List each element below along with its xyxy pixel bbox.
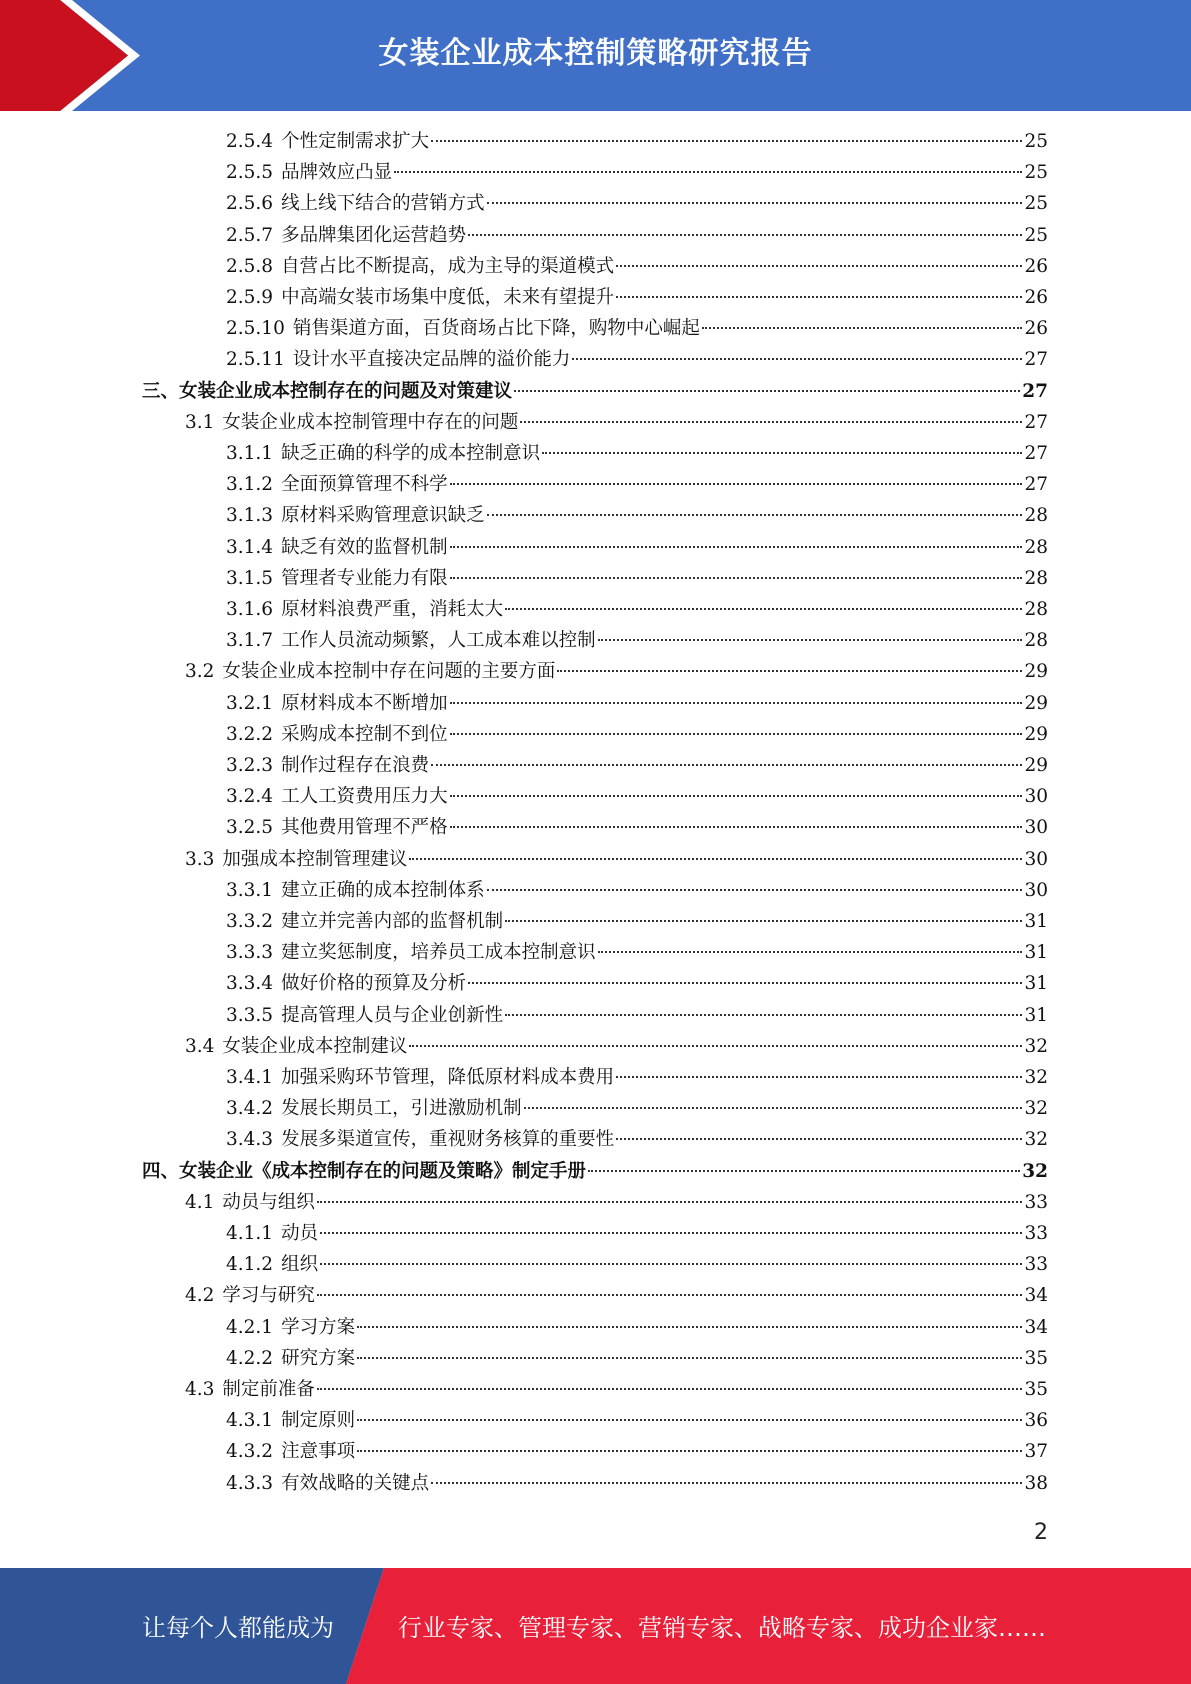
toc-entry-title: 多品牌集团化运营趋势 xyxy=(281,224,467,246)
toc-entry[interactable] xyxy=(226,188,1048,219)
toc-entry-number: 3.3.3 xyxy=(226,942,274,964)
toc-entry-page: 31 xyxy=(1024,942,1048,964)
toc-entry-number: 3.2.3 xyxy=(226,755,274,776)
toc-entry[interactable] xyxy=(226,594,1048,625)
toc-entry-page: 25 xyxy=(1024,131,1048,152)
toc-entry-number: 3.4 xyxy=(185,1035,215,1057)
toc-dot-leader xyxy=(524,1107,1023,1109)
toc-entry[interactable] xyxy=(226,1218,1048,1249)
toc-entry-page: 32 xyxy=(1024,1067,1048,1088)
toc-entry-page: 29 xyxy=(1024,723,1048,745)
toc-entry-title: 动员 xyxy=(281,1223,319,1244)
toc-entry[interactable] xyxy=(226,812,1048,843)
toc-entry[interactable] xyxy=(226,126,1048,157)
toc-entry-number: 3.3.4 xyxy=(226,973,274,995)
toc-dot-leader xyxy=(598,639,1023,641)
toc-entry-page: 30 xyxy=(1024,786,1048,808)
toc-entry-number: 4.3.3 xyxy=(226,1472,274,1494)
toc-dot-leader xyxy=(616,1138,1022,1140)
toc-entry[interactable] xyxy=(185,656,1048,687)
toc-entry[interactable] xyxy=(226,1312,1048,1343)
toc-entry-number: 4.2 xyxy=(185,1285,215,1307)
toc-dot-leader xyxy=(317,1388,1023,1390)
toc-entry-number: 2.5.5 xyxy=(226,162,274,184)
toc-entry[interactable] xyxy=(226,968,1048,999)
toc-entry-number: 2.5.4 xyxy=(226,131,274,152)
toc-entry-title: 四、女装企业《成本控制存在的问题及策略》制定手册 xyxy=(142,1160,587,1182)
toc-entry[interactable] xyxy=(226,344,1048,375)
toc-dot-leader xyxy=(616,296,1022,298)
toc-entry-number: 3.3.2 xyxy=(226,911,274,932)
toc-dot-leader xyxy=(542,452,1022,454)
toc-entry-number: 3.2.4 xyxy=(226,786,274,808)
toc-entry[interactable] xyxy=(226,719,1048,750)
toc-entry-number: 2.5.7 xyxy=(226,224,274,246)
toc-entry-title: 有效战略的关键点 xyxy=(281,1472,430,1494)
toc-entry-number: 3.3.1 xyxy=(226,879,274,901)
toc-entry-number: 3.4.2 xyxy=(226,1098,274,1120)
toc-entry-number: 2.5.11 xyxy=(226,349,285,371)
toc-entry-number: 3.3.5 xyxy=(226,1004,274,1026)
toc-dot-leader xyxy=(468,234,1022,236)
toc-dot-leader xyxy=(505,608,1022,610)
toc-dot-leader xyxy=(409,858,1022,860)
toc-entry-title: 做好价格的预算及分析 xyxy=(281,973,467,995)
toc-entry[interactable] xyxy=(226,750,1048,781)
toc-entry[interactable] xyxy=(185,844,1048,875)
toc-entry[interactable] xyxy=(226,157,1048,188)
toc-dot-leader xyxy=(409,1045,1022,1047)
toc-entry-title: 提高管理人员与企业创新性 xyxy=(281,1004,504,1026)
toc-entry-title: 采购成本控制不到位 xyxy=(281,723,448,745)
toc-entry[interactable] xyxy=(226,563,1048,594)
toc-entry[interactable] xyxy=(226,937,1048,968)
toc-dot-leader xyxy=(317,1294,1023,1296)
toc-entry-page: 28 xyxy=(1024,599,1048,620)
toc-entry-title: 原材料成本不断增加 xyxy=(281,692,448,714)
toc-entry-title: 研究方案 xyxy=(281,1347,356,1369)
toc-entry-page: 36 xyxy=(1024,1410,1048,1432)
toc-dot-leader xyxy=(588,1170,1020,1172)
toc-entry-page: 31 xyxy=(1024,1004,1048,1026)
toc-dot-leader xyxy=(431,764,1022,766)
toc-dot-leader xyxy=(357,1450,1022,1452)
toc-entry[interactable] xyxy=(226,1468,1048,1499)
toc-entry-page: 27 xyxy=(1022,380,1048,402)
toc-entry-title: 女装企业成本控制管理中存在的问题 xyxy=(222,411,519,433)
toc-entry-page: 26 xyxy=(1024,287,1048,308)
toc-entry-title: 学习与研究 xyxy=(222,1285,315,1307)
toc-dot-leader xyxy=(320,1232,1022,1234)
toc-entry[interactable] xyxy=(226,781,1048,812)
toc-entry-number: 3.2.1 xyxy=(226,692,274,714)
toc-dot-leader xyxy=(450,577,1023,579)
toc-entry-number: 3.1.4 xyxy=(226,536,274,558)
toc-entry-title: 工人工资费用压力大 xyxy=(281,786,448,808)
toc-entry[interactable] xyxy=(226,625,1048,656)
toc-entry-number: 2.5.10 xyxy=(226,318,285,340)
toc-entry[interactable] xyxy=(226,875,1048,906)
toc-entry-page: 37 xyxy=(1024,1441,1048,1463)
toc-dot-leader xyxy=(487,514,1023,516)
toc-entry[interactable] xyxy=(226,469,1048,500)
toc-entry-number: 4.2.1 xyxy=(226,1316,274,1338)
toc-entry[interactable] xyxy=(226,313,1048,344)
toc-entry[interactable] xyxy=(185,1280,1048,1311)
toc-entry-title: 学习方案 xyxy=(281,1316,356,1338)
toc-dot-leader xyxy=(468,982,1022,984)
toc-entry[interactable] xyxy=(226,688,1048,719)
toc-entry-number: 2.5.6 xyxy=(226,193,274,215)
toc-entry-number: 3.4.3 xyxy=(226,1129,274,1151)
toc-entry-page: 27 xyxy=(1024,411,1048,433)
toc-entry-title: 加强采购环节管理，降低原材料成本费用 xyxy=(281,1067,615,1088)
toc-entry-number: 3.1.2 xyxy=(226,474,274,496)
toc-dot-leader xyxy=(557,670,1022,672)
toc-entry-page: 29 xyxy=(1024,661,1048,683)
toc-entry-page: 32 xyxy=(1024,1129,1048,1151)
toc-entry-page: 27 xyxy=(1024,443,1048,464)
toc-entry[interactable] xyxy=(226,1124,1048,1155)
toc-entry-number: 4.1.1 xyxy=(226,1223,274,1244)
toc-dot-leader xyxy=(450,795,1023,797)
toc-entry[interactable] xyxy=(185,1374,1048,1405)
toc-dot-leader xyxy=(505,920,1022,922)
toc-entry-page: 25 xyxy=(1024,193,1048,215)
page-header xyxy=(0,0,1191,111)
toc-entry-page: 33 xyxy=(1024,1223,1048,1244)
toc-entry[interactable] xyxy=(226,1436,1048,1467)
toc-entry-number: 3.2.2 xyxy=(226,723,274,745)
toc-entry-number: 4.3 xyxy=(185,1379,215,1400)
page-number: 2 xyxy=(1034,1520,1048,1545)
toc-entry-title: 工作人员流动频繁，人工成本难以控制 xyxy=(281,630,596,652)
toc-entry-number: 3.1.3 xyxy=(226,505,274,527)
toc-entry-title: 原材料采购管理意识缺乏 xyxy=(281,505,485,527)
toc-entry-page: 35 xyxy=(1024,1379,1048,1400)
toc-dot-leader xyxy=(487,202,1023,204)
toc-entry-number: 4.1.2 xyxy=(226,1254,274,1276)
toc-dot-leader xyxy=(598,951,1023,953)
toc-entry-title: 中高端女装市场集中度低，未来有望提升 xyxy=(281,287,615,308)
toc-entry-page: 28 xyxy=(1024,567,1048,589)
toc-entry[interactable] xyxy=(142,376,1048,407)
toc-entry[interactable] xyxy=(185,407,1048,438)
toc-entry-title: 三、女装企业成本控制存在的问题及对策建议 xyxy=(142,380,513,402)
toc-entry-title: 线上线下结合的营销方式 xyxy=(281,193,485,215)
toc-entry-title: 缺乏正确的科学的成本控制意识 xyxy=(281,443,541,464)
toc-entry-title: 其他费用管理不严格 xyxy=(281,817,448,839)
toc-dot-leader xyxy=(357,1326,1022,1328)
toc-entry[interactable] xyxy=(226,532,1048,563)
toc-entry[interactable] xyxy=(226,906,1048,937)
toc-entry-page: 32 xyxy=(1022,1160,1048,1182)
toc-dot-leader xyxy=(616,265,1022,267)
toc-dot-leader xyxy=(616,1076,1022,1078)
toc-entry[interactable] xyxy=(226,1093,1048,1124)
toc-entry[interactable] xyxy=(226,1249,1048,1280)
toc-entry-title: 全面预算管理不科学 xyxy=(281,474,448,496)
toc-entry-page: 34 xyxy=(1024,1316,1048,1338)
toc-entry-page: 35 xyxy=(1024,1347,1048,1369)
toc-entry-number: 3.1 xyxy=(185,411,215,433)
toc-dot-leader xyxy=(357,1419,1022,1421)
toc-entry-title: 发展多渠道宣传，重视财务核算的重要性 xyxy=(281,1129,615,1151)
toc-entry-title: 销售渠道方面，百货商场占比下降，购物中心崛起 xyxy=(292,318,700,340)
toc-entry-number: 2.5.8 xyxy=(226,255,274,277)
header-title: 女装企业成本控制策略研究报告 xyxy=(378,36,813,71)
toc-entry-page: 38 xyxy=(1024,1472,1048,1494)
toc-entry-number: 3.2.5 xyxy=(226,817,274,839)
toc-entry-page: 33 xyxy=(1024,1254,1048,1276)
toc-dot-leader xyxy=(320,1263,1022,1265)
footer-slogan-right: 行业专家、管理专家、营销专家、战略专家、成功企业家…… xyxy=(398,1614,1046,1642)
toc-entry-title: 管理者专业能力有限 xyxy=(281,567,448,589)
toc-entry-title: 动员与组织 xyxy=(222,1191,315,1213)
toc-dot-leader xyxy=(572,358,1022,360)
toc-dot-leader xyxy=(317,1201,1023,1203)
toc-entry-page: 30 xyxy=(1024,879,1048,901)
page-footer xyxy=(0,1568,1191,1684)
toc-dot-leader xyxy=(514,390,1020,392)
toc-entry-number: 3.1.7 xyxy=(226,630,274,652)
toc-entry-page: 31 xyxy=(1024,973,1048,995)
toc-entry[interactable] xyxy=(185,1187,1048,1218)
toc-entry-page: 32 xyxy=(1024,1098,1048,1120)
toc-entry-number: 3.1.1 xyxy=(226,443,274,464)
toc-entry-page: 25 xyxy=(1024,162,1048,184)
toc-dot-leader xyxy=(702,327,1023,329)
toc-entry[interactable] xyxy=(226,1405,1048,1436)
toc-entry[interactable] xyxy=(226,1343,1048,1374)
toc-entry-title: 建立奖惩制度，培养员工成本控制意识 xyxy=(281,942,596,964)
toc-entry-title: 品牌效应凸显 xyxy=(281,162,393,184)
toc-entry-page: 29 xyxy=(1024,755,1048,776)
toc-entry-title: 加强成本控制管理建议 xyxy=(222,848,408,870)
toc-entry-number: 3.2 xyxy=(185,661,215,683)
toc-dot-leader xyxy=(431,1482,1022,1484)
footer-slogan-left: 让每个人都能成为 xyxy=(142,1614,334,1642)
toc-entry-number: 3.1.5 xyxy=(226,567,274,589)
toc-entry-page: 27 xyxy=(1024,474,1048,496)
toc-entry[interactable] xyxy=(185,1031,1048,1062)
toc-entry-number: 3.4.1 xyxy=(226,1067,274,1088)
toc-entry[interactable] xyxy=(226,251,1048,282)
toc-entry-number: 4.3.1 xyxy=(226,1410,274,1432)
toc-dot-leader xyxy=(357,1357,1022,1359)
toc-entry-title: 个性定制需求扩大 xyxy=(281,131,430,152)
toc-entry-title: 制作过程存在浪费 xyxy=(281,755,430,776)
toc-entry-title: 缺乏有效的监督机制 xyxy=(281,536,448,558)
toc-entry-page: 29 xyxy=(1024,692,1048,714)
toc-entry-title: 设计水平直接决定品牌的溢价能力 xyxy=(292,349,571,371)
toc-entry-page: 32 xyxy=(1024,1035,1048,1057)
toc-entry-title: 发展长期员工，引进激励机制 xyxy=(281,1098,522,1120)
toc-entry-page: 28 xyxy=(1024,630,1048,652)
toc-dot-leader xyxy=(450,733,1023,735)
toc-entry-number: 3.1.6 xyxy=(226,599,274,620)
toc-dot-leader xyxy=(520,421,1022,423)
toc-dot-leader xyxy=(450,483,1023,485)
toc-entry[interactable] xyxy=(142,1156,1048,1187)
toc-dot-leader xyxy=(450,546,1023,548)
toc-entry[interactable] xyxy=(226,1062,1048,1093)
toc-entry-title: 女装企业成本控制中存在问题的主要方面 xyxy=(222,661,556,683)
toc-dot-leader xyxy=(505,1014,1022,1016)
toc-entry-title: 原材料浪费严重，消耗太大 xyxy=(281,599,504,620)
toc-entry-number: 2.5.9 xyxy=(226,287,274,308)
toc-entry-page: 34 xyxy=(1024,1285,1048,1307)
toc-dot-leader xyxy=(487,889,1023,891)
toc-entry[interactable] xyxy=(226,438,1048,469)
toc-entry-page: 25 xyxy=(1024,224,1048,246)
toc-entry-page: 30 xyxy=(1024,848,1048,870)
toc-entry[interactable] xyxy=(226,220,1048,251)
toc-entry-title: 女装企业成本控制建议 xyxy=(222,1035,408,1057)
toc-entry-number: 4.2.2 xyxy=(226,1347,274,1369)
toc-entry-page: 28 xyxy=(1024,505,1048,527)
toc-entry-title: 建立正确的成本控制体系 xyxy=(281,879,485,901)
toc-entry-title: 制定前准备 xyxy=(222,1379,315,1400)
toc-dot-leader xyxy=(450,702,1023,704)
toc-entry-number: 3.3 xyxy=(185,848,215,870)
toc-entry-number: 4.1 xyxy=(185,1191,215,1213)
toc-entry-page: 26 xyxy=(1024,318,1048,340)
toc-entry-page: 27 xyxy=(1024,349,1048,371)
toc-dot-leader xyxy=(431,140,1022,142)
toc-dot-leader xyxy=(450,826,1023,828)
toc-dot-leader xyxy=(394,171,1022,173)
toc-entry-page: 28 xyxy=(1024,536,1048,558)
toc-entry[interactable] xyxy=(226,282,1048,313)
toc-entry-title: 组织 xyxy=(281,1254,319,1276)
toc-entry[interactable] xyxy=(226,500,1048,531)
toc-entry-page: 33 xyxy=(1024,1191,1048,1213)
toc-entry-title: 建立并完善内部的监督机制 xyxy=(281,911,504,932)
toc-entry-title: 制定原则 xyxy=(281,1410,356,1432)
toc-entry-page: 26 xyxy=(1024,255,1048,277)
toc-entry-title: 注意事项 xyxy=(281,1441,356,1463)
toc-entry-number: 4.3.2 xyxy=(226,1441,274,1463)
toc-entry-page: 31 xyxy=(1024,911,1048,932)
toc-entry[interactable] xyxy=(226,1000,1048,1031)
toc-entry-page: 30 xyxy=(1024,817,1048,839)
toc-entry-title: 自营占比不断提高，成为主导的渠道模式 xyxy=(281,255,615,277)
